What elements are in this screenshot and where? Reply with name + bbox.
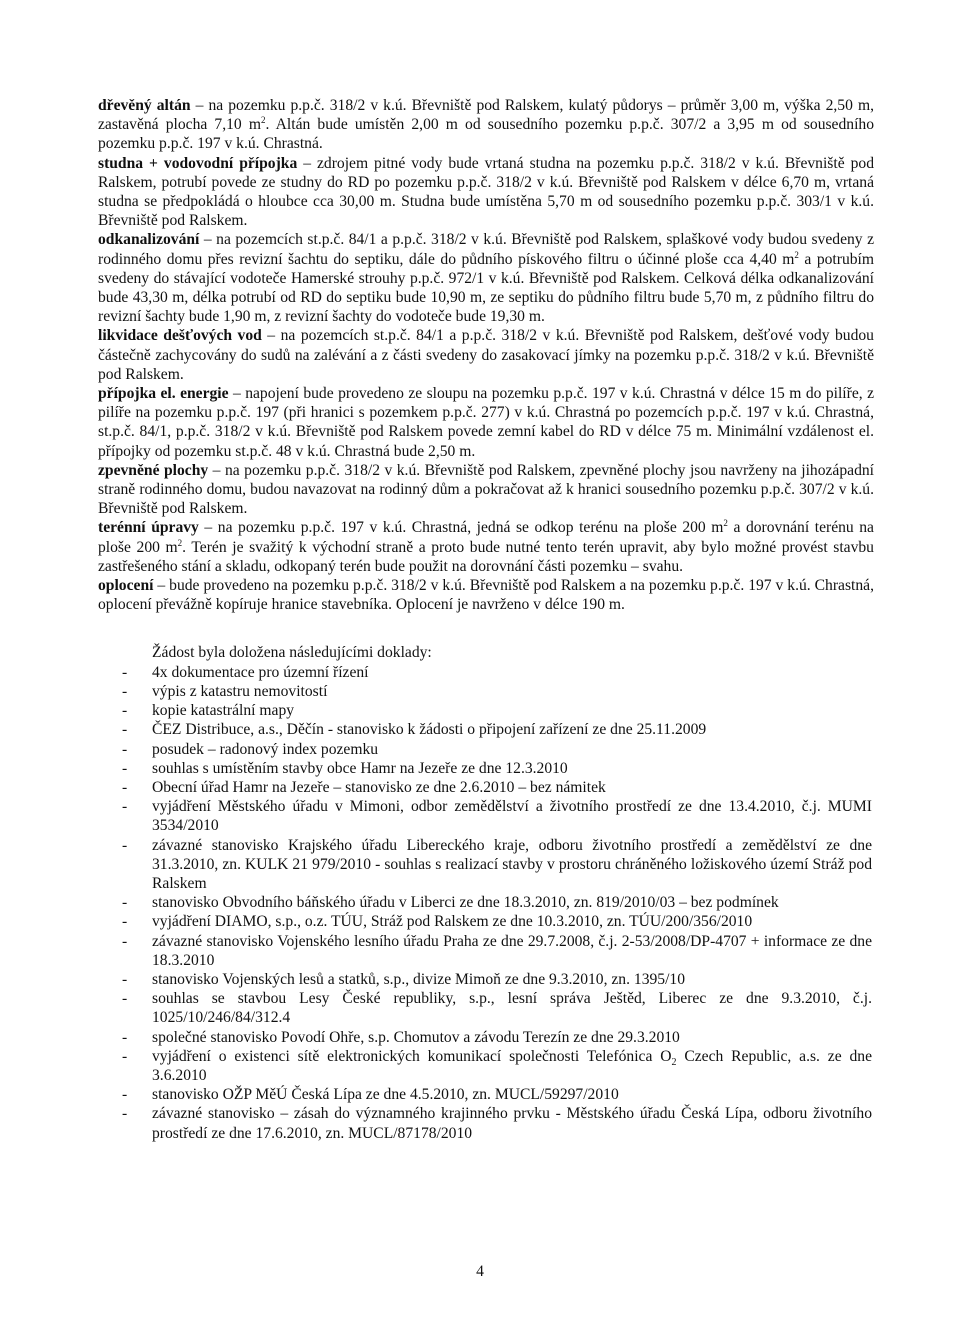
- list-item: - vyjádření o existenci sítě elektronických komunikací společnosti Telefónica $O_2$ Czech Republic, a.s. ze dne 3.6.2010: [122, 1047, 872, 1084]
- list-item: - souhlas se stavbou Lesy České republiky, s.p., lesní správa Ještěd, Liberec ze dne 9.3.2010, č.j. 1025/10/246/84/312.4: [122, 990, 872, 1027]
- term-studna: studna + vodovodní přípojka: [98, 154, 298, 172]
- paragraph-zpevnene-plochy: zpevněné plochy – na pozemku p.p.č. 318/2 v k.ú. Břevniště pod Ralskem, zpevněné plochy jsou navrženy na jihozápadní straně rodinného domu, budou navazovat na rodinný dům a pokračovat až k hranici sousedního pozemku p.p.č. 307/2 v k.ú. Břevniště pod Ralskem.: [98, 461, 875, 518]
- paragraph-studna: studna + vodovodní přípojka – zdrojem pitné vody bude vrtaná studna na pozemku p.p.č. 318/2 v k.ú. Břevniště pod Ralskem, potrubí povede ze studny do RD po pozemku p.p.č. 318/2 v k.ú. Břevniště pod Ralskem v délce 6,70 m, vrtaná studna se předpokládá o hloubce cca 30,00 m. Studna bude umístěna 5,70 m od sousedního pozemku p.p.č. 303/1 v k.ú. Břevniště pod Ralskem.: [98, 154, 874, 230]
- list-item: - 4x dokumentace pro územní řízení: [122, 663, 369, 681]
- paragraph-odkanalizovani: odkanalizování – na pozemcích st.p.č. 84/1 a p.p.č. 318/2 v k.ú. Břevniště pod Ralskem, splaškové vody budou svedeny z rodinného domu přes revizní šachtu do septiku, dále do půdního pískového filtru o účinné ploše cca 4,40 $m^2$ a potrubím svedeny do stávající vodoteče Hamerské strouhy p.p.č. 972/1 v k.ú. Břevniště pod Ralskem. Celková délka odkanalizování bude 43,30 m, délka potrubí od RD do septiku bude 10,90 m, ze septiku do půdního filtru bude 5,70 m, z půdního filtru do revizní šachty bude 1,90 m, z revizní šachty do vodoteče bude 19,30 m.: [98, 231, 874, 326]
- paragraph-oploceni: oplocení – bude provedeno na pozemku p.p.č. 318/2 v k.ú. Břevniště pod Ralskem a na pozemku p.p.č. 197 v k.ú. Chrastná, oplocení převážně kopíruje hranice stavebníka. Oplocení je navrženo v délce 190 m.: [98, 577, 874, 614]
- term-oploceni: oplocení: [98, 577, 154, 595]
- list-item: - posudek – radonový index pozemku: [122, 740, 379, 758]
- documents-list: [98, 663, 874, 1143]
- term-odkanalizovani: odkanalizování: [98, 231, 200, 249]
- list-item: - souhlas s umístěním stavby obce Hamr na Jezeře ze dne 12.3.2010: [122, 759, 568, 777]
- list-item: - závazné stanovisko Krajského úřadu Libereckého kraje, odboru životního prostředí a zemědělství ze dne 31.3.2010, zn. KULK 21 979/2010 - souhlas s realizací stavby v prostoru chráněného ložiskového území Stráž pod Ralskem: [122, 836, 872, 892]
- list-item: - vyjádření Městského úřadu v Mimoni, odbor zemědělství a životního prostředí ze dne 13.4.2010, č.j. MUMI 3534/2010: [122, 798, 872, 835]
- paragraph-el-energie: přípojka el. energie – napojení bude provedeno ze sloupu na pozemku p.p.č. 197 v k.ú. Chrastná v délce 15 m do pilíře, z pilíře na pozemku p.p.č. 197 (při hranici s pozemkem p.p.č. 277) v k.ú. Chrastná po pozemcích p.p.č. 197 v k.ú. Chrastná, st.p.č. 84/1, p.p.č. 318/2 v k.ú. Břevniště pod Ralskem povede zemní kabel do RD v délce 75 m. Minimální vzdálenost el. přípojky od pozemku st.p.č. 48 v k.ú. Chrastná bude 2,50 m.: [98, 385, 874, 460]
- list-item: - stanovisko OŽP MěÚ Česká Lípa ze dne 4.5.2010, zn. MUCL/59297/2010: [122, 1086, 619, 1104]
- paragraph-terenni-upravy: terénní úpravy – na pozemku p.p.č. 197 v k.ú. Chrastná, jedná se odkop terénu na ploše 200 $m^2$ a dorovnání terénu na ploše 200 $m^2$. Terén je svažitý k východní straně a proto bude nutné tento terén upravit, aby bylo možné provést stavbu zastřešeného stání a skladu, odkopaný terén bude použit na dorovnání části pozemku – svahu.: [98, 518, 874, 575]
- list-item: - stanovisko Vojenských lesů a statků, s.p., divize Mimoň ze dne 9.3.2010, zn. 1395/10: [122, 970, 686, 988]
- list-item: - ČEZ Distribuce, a.s., Děčín - stanovisko k žádosti o připojení zařízení ze dne 25.11.2009: [122, 721, 707, 739]
- list-item: - kopie katastrální mapy: [122, 702, 295, 720]
- page-number: 4: [476, 1263, 484, 1280]
- list-item: - Obecní úřad Hamr na Jezeře – stanovisko ze dne 2.6.2010 – bez námitek: [122, 778, 606, 796]
- term-altan: dřevěný altán: [98, 97, 191, 114]
- document-body: [98, 96, 874, 1143]
- paragraph-altan: dřevěný altán – na pozemku p.p.č. 318/2 v k.ú. Břevniště pod Ralskem, kulatý půdorys – průměr 3,00 m, výška 2,50 m, zastavěná plocha 7,10 $m^2$. Altán bude umístěn 2,00 m od sousedního pozemku p.p.č. 307/2 a 3,95 m od sousedního pozemku p.p.č. 197 v k.ú. Chrastná.: [98, 97, 875, 153]
- documents-section: [98, 643, 874, 1142]
- term-destove-vody: likvidace dešťových vod: [98, 327, 262, 345]
- list-item: - závazné stanovisko – zásah do významného krajinného prvku - Městského úřadu Česká Lípa, odboru životního prostředí ze dne 17.6.2010, zn. MUCL/87178/2010: [122, 1105, 872, 1142]
- documents-intro: Žádost byla doložena následujícími doklady:: [152, 644, 432, 662]
- list-item: - stanovisko Obvodního báňského úřadu v Liberci ze dne 18.3.2010, zn. 819/2010/03 – bez podmínek: [122, 894, 779, 912]
- term-terenni-upravy: terénní úpravy: [98, 519, 199, 537]
- paragraph-destove-vody: likvidace dešťových vod – na pozemcích st.p.č. 84/1 a p.p.č. 318/2 v k.ú. Břevniště pod Ralskem, dešťové vody budou částečně zachycovány do sudů na zalévání a z části svedeny do zasakovací jímky na pozemku p.p.č. 318/2 v k.ú. Břevniště pod Ralskem.: [98, 327, 874, 383]
- list-item: - výpis z katastru nemovitostí: [122, 682, 328, 700]
- term-el-energie: přípojka el. energie: [98, 385, 229, 403]
- list-item: - společné stanovisko Povodí Ohře, s.p. Chomutov a závodu Terezín ze dne 29.3.2010: [122, 1028, 680, 1046]
- term-zpevnene-plochy: zpevněné plochy: [98, 461, 209, 479]
- list-item: - závazné stanovisko Vojenského lesního úřadu Praha ze dne 29.7.2008, č.j. 2-53/2008/DP-4707 + informace ze dne 18.3.2010: [122, 932, 872, 969]
- list-item: - vyjádření DIAMO, s.p., o.z. TÚU, Stráž pod Ralskem ze dne 10.3.2010, zn. TÚU/200/356/2010: [122, 913, 753, 931]
